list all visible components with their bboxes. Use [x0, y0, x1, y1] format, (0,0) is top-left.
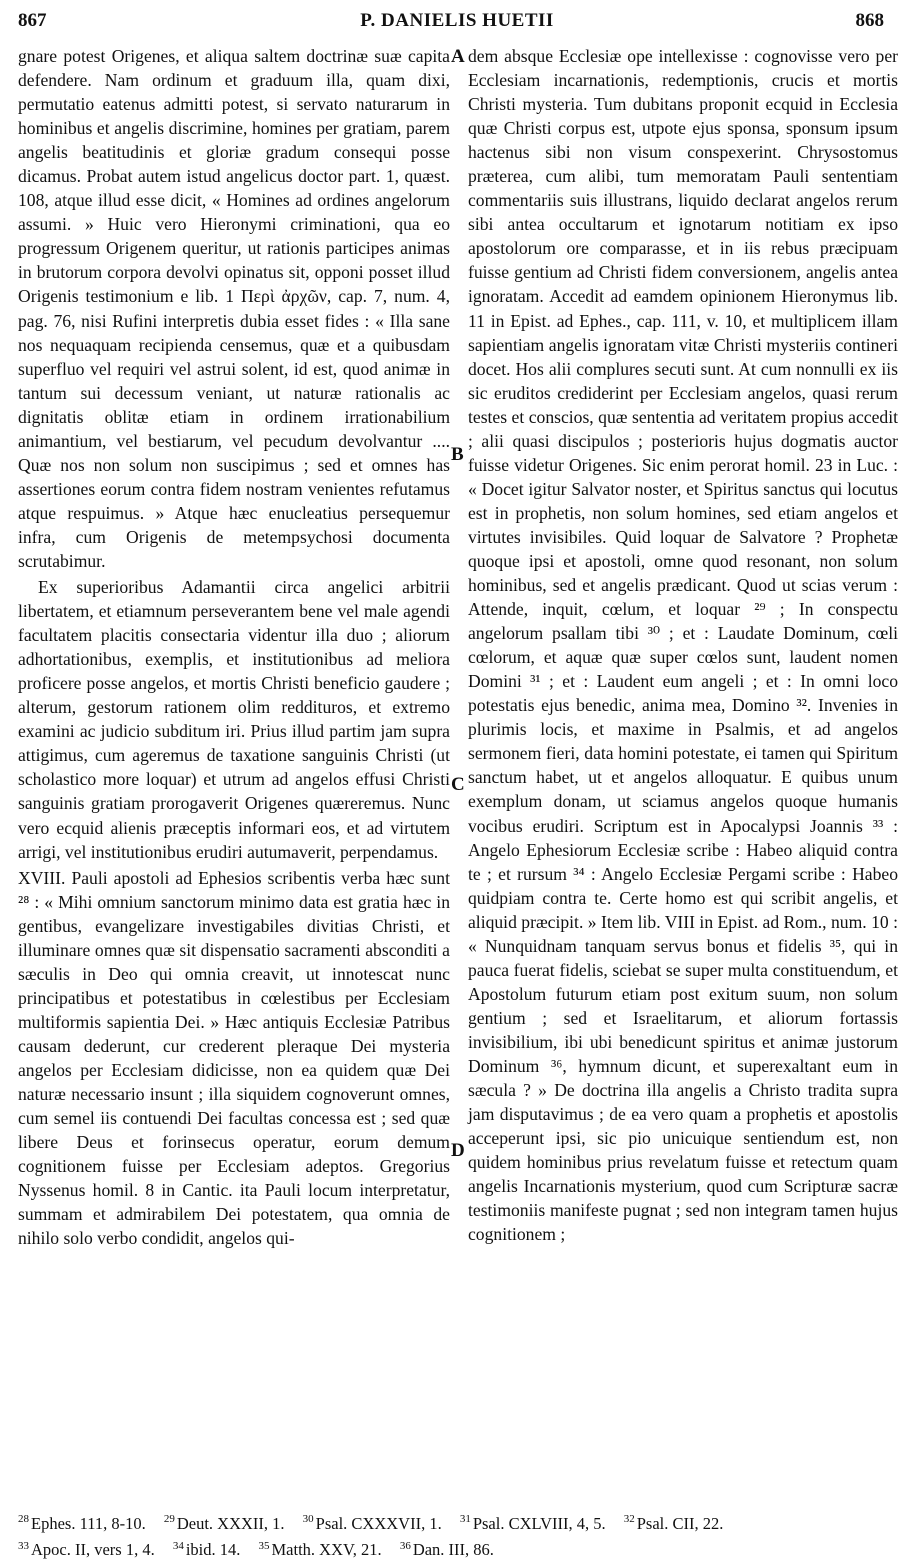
paragraph: Ex superioribus Adamantii circa angelici arbitrii libertatem, et etiamnum perseverantem bene vel male agendi facultatem placitis consectaria videntur illa duo ; aliorum adhortationibus, exemplis, et institutionibus ad meliora proficere posse angelos, et mortis Christi beneficio gaudere ; alterum, gestorum rationem olim reddituros, et extremo examini ac judicio subditum iri. Prius illud partim jam supra attigimus, cum ageremus de taxatione sanguinis Christi (ut scholastico more loquar) et utrum ad angelos effusi Christi sanguinis gratiam prorogaverit Origenes quæreremus. Nunc vero ecquid alienis præceptis informari eos, et ad virtutem arrigi, vel institutionibus erudiri autumaverit, perpendamus. — [18, 577, 450, 862]
margin-letter-a: A — [451, 46, 465, 67]
footnote-text: ibid. 14. — [185, 1540, 241, 1559]
footnote-number: 33 — [18, 1539, 29, 1552]
footnote — [173, 1540, 241, 1559]
footnote-text: Dan. III, 86. — [412, 1540, 494, 1559]
right-column — [468, 44, 898, 1246]
footnote-line-1 — [18, 1508, 896, 1535]
margin-letter-c: C — [451, 774, 465, 795]
footnote — [303, 1514, 442, 1533]
footnote — [400, 1540, 494, 1559]
footnote — [259, 1540, 382, 1559]
footnote-number: 35 — [258, 1539, 270, 1552]
footnote — [164, 1514, 285, 1533]
paragraph: dem absque Ecclesiæ ope intellexisse : cognovisse vero per Ecclesiam incarnationis, redemptionis, crucis et mortis Christi mysteria. Tum dubitans proponit ecquid in Ecclesia quæ Christi corpus est, utpote ejus sponsa, sponsum ipsum hactenus sibi non visum conspexerint. Chrysostomus præterea, cum alibi, tum memoratam Pauli sententiam commentariis suis illustrans, liquido declarat angelos rerum sibi antea occultarum et ignotarum notitiam ex ipso apostolorum ore comparasse, et in iis rebus præcipuam fuisse gentium ad Christi fidem conversionem, angelis antea ignoratam. Accedit ad eamdem opinionem Hieronymus lib. 11 in Epist. ad Ephes., cap. 111, v. 10, et multiplicem illam sapientiam angelis ignoratam vitæ Christi mysteriis contineri docet. Hos alii complures secuti sunt. At cum nonnulli ex iis sic eruditos crediderint per Ecclesiam angelos, quasi rerum testes et conscios, quæ sententia ad veritatem propius accedit ; alii quasi discipulos ; posterioris hujus dogmatis auctor fuisse videtur Origenes. Sic enim perorat homil. 23 in Luc. : « Docet igitur Salvator noster, et Spiritus sanctus qui locutus est in prophetis, non solum homines, sed etiam angelos et virtutes invisibiles. Quid loquar de Salvatore ? Prophetæ quoque ipsi et apostoli, omne quod resonant, non solum hominibus, sed et angelis prædicant. Quod ut scias verum : Attende, inquit, cœlum, et loquar ²⁹ ; In conspectu angelorum psallam tibi ³⁰ ; et : Laudate Dominum, cœli cœlorum, et aquæ quæ super cœlos sunt, laudent nomen Domini ³¹ ; et : Laudent eum angeli ; et : In omni loco potestatis ejus benedic, anima mea, Domino ³². Invenies in plurimis locis, et maxime in Psalmis, et ad angelos sermonem fieri, data homini potestate, ei tamen qui Spiritum sanctum habet, ut et angelos alloquatur. E quibus unum exemplum donam, ut sciamus angelos quoque humanis vocibus erudiri. Scriptum est in Apocalypsi Joannis ³³ : Angelo Ephesiorum Ecclesiæ scribe : Habeo aliquid contra te ; et rursum ³⁴ : Angelo Ecclesiæ Pergami scribe : Habeo quidpiam contra te. Certe homo est qui scribit angelis, et aliquid præcipit. » Item lib. VIII in Epist. ad Rom., num. 10 : « Nunquidnam tanquam servus bonus et fidelis ³⁵, qui in pauca fuerat fidelis, sciebat se super multa constituendum, et Apostolum futurum etiam post exitum suum, non solum gentium ; sed et Israelitarum, et aliorum fortassis invisibilium, ibi ubi benedicunt spiritus et animæ justorum Dominum ³⁶, hymnum dicunt, et superexaltant eum in sæcula ? » De doctrina illa angelis a Christo tradita supra jam disputavimus ; de ea vero quam a prophetis et apostolis acceperunt ipsi, sic pio unicuique sentiendum est, non quidem hominibus prius revelatum fuisse et retectum quam angelis Incarnationis mysterium, quod cum Scripturæ sacræ testimoniis manifeste pugnat ; sed non integram tamen hujus cognitionem ; — [468, 46, 898, 1245]
page-number-right: 868 — [855, 10, 884, 31]
running-title: P. DANIELIS HUETII — [360, 10, 554, 31]
page-number-left: 867 — [18, 10, 47, 31]
footnote-number: 32 — [623, 1513, 635, 1525]
page-header — [18, 10, 896, 38]
footnote-text: Psal. CXLVIII, 4, 5. — [472, 1513, 606, 1533]
footnote-number: 28 — [18, 1513, 29, 1525]
left-column — [18, 44, 450, 1250]
footnote-text: Apoc. II, vers 1, 4. — [31, 1540, 155, 1559]
footnote-number: 31 — [459, 1513, 471, 1525]
footnote-text: Deut. XXXII, 1. — [176, 1513, 285, 1533]
footnote — [460, 1514, 606, 1533]
footnote — [18, 1540, 155, 1559]
margin-letter-b: B — [451, 444, 464, 465]
footnote-text: Matth. XXV, 21. — [271, 1540, 382, 1559]
footnote-text: Psal. CII, 22. — [636, 1513, 724, 1533]
footnote-text: Ephes. 111, 8-10. — [31, 1513, 146, 1533]
footnotes — [18, 1508, 896, 1561]
footnote — [18, 1514, 146, 1533]
footnote-number: 34 — [172, 1539, 184, 1552]
paragraph: XVIII. Pauli apostoli ad Ephesios scribentis verba hæc sunt ²⁸ : « Mihi omnium sanctorum minimo data est gratia hæc in gentibus, evangelizare investigabiles divitias Christi, et illuminare omnes quæ sit dispensatio sacramenti absconditi a sæculis in Deo qui omnia creavit, ut innotescat nunc principatibus et potestatibus in cœlestibus per Ecclesiam multiformis sapientia Dei. » Hæc antiquis Ecclesiæ Patribus causam dederunt, cur crederent pleraque Dei mysteria angelos per Ecclesiam didicisse, non ea quidem quæ Dei naturæ necessario insunt ; illa siquidem cognoverunt omnes, cum semel iis contuendi Dei facultas concessa est ; sed quæ libere Deus et forinsecus operatur, eorum demum cognitionem fuisse per Ecclesiam adeptos. Gregorius Nyssenus homil. 8 in Cantic. ita Pauli locum interpretatur, summam et admirabilem Dei potestatem, qua omnia de nihilo solo verbo condidit, angelos qui- — [18, 867, 450, 1249]
footnote — [624, 1514, 724, 1533]
footnote-number: 30 — [302, 1513, 314, 1525]
margin-letter-d: D — [451, 1140, 465, 1161]
footnote-number: 36 — [399, 1539, 411, 1552]
footnote-text: Psal. CXXXVII, 1. — [315, 1513, 442, 1533]
paragraph: gnare potest Origenes, et aliqua saltem doctrinæ suæ capita defendere. Nam ordinum et graduum illa, quam dixi, permutatio eatenus admitti potest, si servato naturarum in hominibus et angelis discrimine, homines per gratiam, parem angelis beatitudinis et gloriæ gradum consequi posse dicamus. Probat autem istud angelicus doctor part. 1, quæst. 108, atque illud esse dicit, « Homines ad ordines angelorum assumi. » Huic vero Hieronymi criminationi, qua eo progressum Origenem queritur, ut rationis participes animas in brutorum corpora devolvi opinatus sit, opponi posset illud Origenis testimonium e lib. 1 Περὶ ἀρχῶν, cap. 7, num. 4, pag. 76, nisi Rufini interpretis dubia esset fides : « Illa sane nos nequaquam recipienda censemus, quæ et a quibusdam superfluo vel requiri vel astrui solent, id est, quod animæ in tantum sui decessum veniant, ut naturæ rationalis ac dignitatis oblitæ etiam in ordinem irrationabilium animantium, vel bestiarum, vel pecudum devolvantur .... Quæ nos non solum non suscipimus ; sed et omnes has assertiones eorum contra fidem nostram venientes refutamus atque respuimus. » Atque hæc enucleatius persequemur infra, cum Origenis de metempsychosi documenta scrutabimur. — [18, 46, 450, 571]
footnote-number: 29 — [163, 1513, 175, 1525]
footnote-line-2 — [18, 1535, 896, 1562]
